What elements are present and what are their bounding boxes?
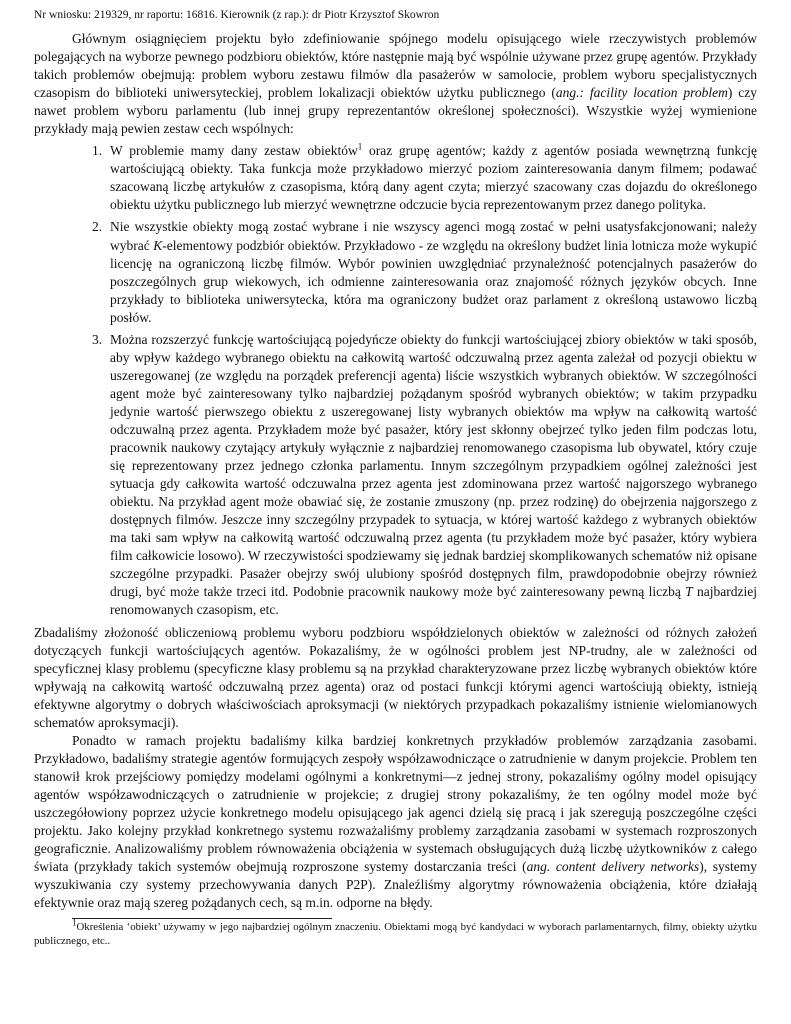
- paragraph-text-2: ), systemy wyszukiwania czy systemy przechowywania danych P2P). Znaleźliśmy algorytmy równoważenia obciążenia, które działają efektywnie oraz mają szereg pożądanych cech, są m.in. odporne na błędy.: [34, 859, 757, 911]
- report-header: Nr wniosku: 219329, nr raportu: 16816. Kierownik (z rap.): dr Piotr Krzysztof Skowron: [34, 9, 440, 21]
- list-item-text: oraz grupę agentów; każdy z agentów posiada wewnętrzną funkcję wartościującą obiekty. Taka funkcja może przykładowo mierzyć poziom zainteresowania danym filmem; podawać szacowaną liczbę artykułów z czasopisma, którą dany agent czyta; mierzyć szacowany czas dojazdu do określonego obiektu użytku publicznego lub mierzyć wewnętrzne odczucie bycia reprezentowanym przez danego polityka.: [110, 143, 758, 213]
- intro-paragraph: [34, 30, 757, 138]
- paragraph-emphasis: ang. content delivery networks: [526, 859, 700, 875]
- intro-emphasis: ang.: facility location problem: [555, 85, 728, 101]
- list-item-text: W problemie mamy dany zestaw obiektów: [110, 143, 358, 159]
- footnote-marker: 1: [72, 917, 77, 928]
- math-symbol: K: [153, 237, 163, 253]
- list-item-text: najbardziej renomowanych czasopism, etc.: [110, 584, 758, 618]
- list-item-text: -elementowy podzbiór obiektów. Przykładowo - ze względu na określony budżet linia lotnicza może wykupić licencję na ograniczoną liczbę filmów. Wybór powinien uwzględniać przynależność potencjalnych pasażerów do poszczególnych grup wiekowych, ich odmienne zainteresowania oraz znajomość różnych języków obcych. Inne przykłady to biblioteka uniwersytecka, która ma ograniczony budżet oraz parlament z określoną ustawowo liczbą posłów.: [110, 237, 757, 325]
- intro-text-1: Głównym osiągnięciem projektu było zdefiniowanie spójnego modelu opisującego wiele rzeczywistych problemów polegających na wyborze pewnego podzbioru obiektów, które następnie mają być wspólnie używane przez grupę agentów. Przykłady takich problemów obejmują: problem wyboru zestawu filmów dla pasażerów w samolocie, problem wyboru specjalistycznych czasopism do biblioteki uniwersyteckiej, problem lokalizacji obiektów użytku publicznego (: [34, 31, 757, 101]
- complexity-paragraph: Zbadaliśmy złożoność obliczeniową problemu wyboru podzbioru współdzielonych obiektów w zależności od różnych założeń dotyczących funkcji wartościujących agentów. Pokazaliśmy, że w ogólności problem jest NP-trudny, ale w zależności od specyficznej klasy problemu (specyficzne klasy problemu są na przykład charakteryzowane przez liczbę wybranych obiektów które wpływają na całkowitą wartość odczuwalną przez agenta) oraz od postaci funkcji którymi agenci wartościują obiekty, istnieją efektywne algorytmy o dobrych właściwościach aproksymacji (w niektórych przypadkach pokazaliśmy istnienie wielomianowych schematów aproksymacji).: [34, 624, 757, 730]
- list-item-number: 2.: [92, 219, 103, 235]
- intro-text-2: ) czy nawet problem wyboru parlamentu (lub innej grupy reprezentantów określonej społeczności). Wszystkie wyżej wymienione przykłady mają pewien zestaw cech wspólnych:: [34, 85, 757, 137]
- paragraph-text-1: Ponadto w ramach projektu badaliśmy kilka bardziej konkretnych przykładów problemów zarządzania zasobami. Przykładowo, badaliśmy strategie agentów formujących zespoły współzawodniczące o zatrudnienie w danym projekcie. Problem ten stanowił krok przejściowy pomiędzy modelami ogólnymi a konkretnymi—z jednej strony, pokazaliśmy ogólny model opisujący agentów współzawodniczących o zatrudnienie w projekcie; z drugiej strony pokazaliśmy, że ten ogólny model może być uszczegółowiony poprzez użycie konkretnego modelu opisującego jak agenci dzielą się pracą i jak szeregują poszczególne części projektu. Jako kolejny przykład konkretnego systemu rozważaliśmy problemy zarządzania zasobami w systemach rozproszonych geograficznie. Analizowaliśmy problem równoważenia obciążenia w systemach obsługujących dużą liczbę użytkowników z całego świata (przykłady takich systemów obejmują rozproszone systemy dostarczania treści (: [34, 732, 757, 875]
- list-item-text: Nie wszystkie obiekty mogą zostać wybrane i nie wszyscy agenci mogą zostać w pełni usatysfakcjonowani; należy wybrać: [110, 219, 757, 253]
- list-item-number: 3.: [92, 331, 103, 347]
- math-symbol: T: [685, 584, 693, 600]
- list-item-text: Można rozszerzyć funkcję wartościującą pojedyńcze obiekty do funkcji wartościującej zbiory obiektów w taki sposób, aby wpływ każdego wybranego obiektu na całkowitą wartość odczuwalną przez agenta zależał od pozycji obiektu w uszeregowanej (ze względu na porządek preferencji agenta) liście wszystkich wybranych obiektów. W szczególności agent może być zainteresowany tylko najbardziej pożądanym spośród wybranych obiektów; w takim przypadku jedynie wartość pierwszego obiektu z uszeregowanej listy wybranych obiektów ma wpływ na całkowitą wartość odczuwalną przez agenta. Przykładem może być pasażer, który jest skłonny obejrzeć tylko jeden film podczas lotu, pracownik naukowy czytający artykuły wyłącznie z najbardziej renomowanego czasopisma lub obywatel, który czuje się reprezentowany przez jednego członka parlamentu. Innym szczególnym przypadkiem ogólnej zależności jest sytuacja gdy całkowita wartość odczuwalna przez agenta jest zdominowana przez wartość najgorszego wybranego obiektu. Na przykład agent może obawiać się, że zostanie zmuszony (np. przez rodzinę) do obejrzenia najgorszego z dostępnych filmów. Jeszcze inny szczególny przypadek to sytuacja, w której wartość każdego z wybranych obiektów ma taki sam wpływ na całkowitą wartość odczuwalną przez agenta (tu przykładem może być pasażer, który wybiera film całkowicie losowo). W rzeczywistości spodziewamy się jednak bardziej skomplikowanych schematów niż opisane szczególne przypadki. Pasażer obejrzy swój ulubiony spośród dostępnych film, prawdopodobnie obejrzy również drugi, być może także trzeci itd. Podobnie pracownik naukowy może być zainteresowany pewną liczbą: [110, 331, 757, 600]
- footnote-divider: [72, 918, 332, 919]
- resource-management-paragraph: [34, 732, 757, 912]
- feature-list: [34, 142, 757, 619]
- list-item: [92, 331, 758, 620]
- footnote-text: Określenia ‘obiekt’ używamy w jego najbardziej ogólnym znaczeniu. Obiektami mogą być kandydaci w wyborach parlamentarnych, filmy, obiekty użytku publicznego, etc..: [34, 921, 757, 947]
- list-item: [92, 218, 757, 326]
- list-item: [92, 141, 758, 214]
- document-page: [34, 8, 757, 948]
- footnote-reference: 1: [357, 141, 363, 152]
- footnote: [34, 917, 757, 948]
- list-item-number: 1.: [92, 143, 103, 159]
